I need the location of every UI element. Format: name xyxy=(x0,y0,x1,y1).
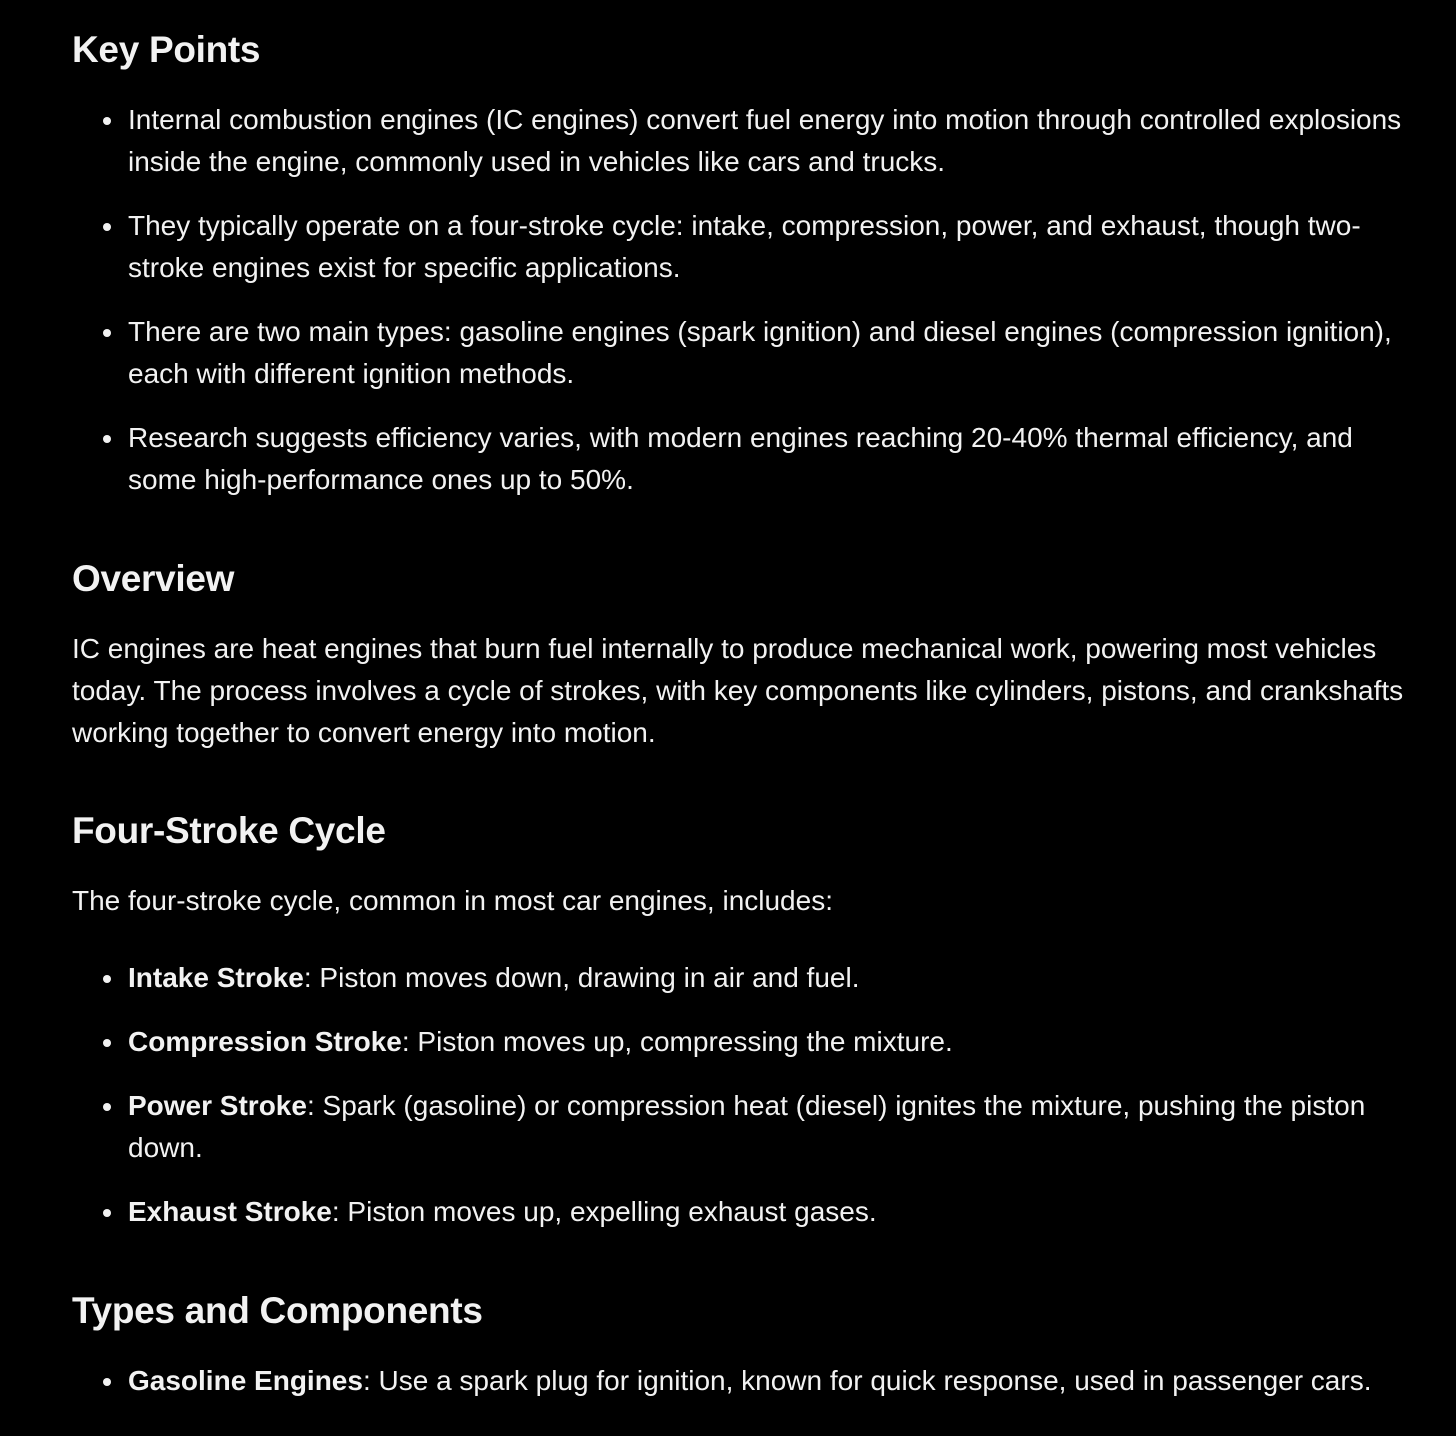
list-item xyxy=(72,1021,1412,1063)
section-heading-four-stroke-cycle: Four-Stroke Cycle xyxy=(72,810,386,851)
list-item-term: Intake Stroke xyxy=(128,962,304,993)
list-item-desc: : Piston moves down, drawing in air and fuel. xyxy=(303,962,860,993)
list-item-desc: : Piston moves up, compressing the mixture. xyxy=(401,1026,953,1057)
bullet-icon xyxy=(103,329,111,337)
list-item-term: Gasoline Engines xyxy=(128,1365,363,1396)
section-heading-key-points: Key Points xyxy=(72,29,261,70)
list-item xyxy=(72,957,1412,999)
list-item-text: There are two main types: gasoline engines (spark ignition) and diesel engines (compression ignition), each with different ignition methods. xyxy=(128,316,1392,389)
list-item-term: Compression Stroke xyxy=(128,1026,402,1057)
list-item-desc: : Piston moves up, expelling exhaust gases. xyxy=(331,1196,877,1227)
list-item-desc: : Spark (gasoline) or compression heat (diesel) ignites the mixture, pushing the piston down. xyxy=(128,1090,1366,1163)
overview-paragraph: IC engines are heat engines that burn fuel internally to produce mechanical work, powering most vehicles today. The process involves a cycle of strokes, with key components like cylinders, pistons, and crankshafts working together to convert energy into motion. xyxy=(72,633,1404,748)
list-item-text: They typically operate on a four-stroke cycle: intake, compression, power, and exhaust, though two-stroke engines exist for specific applications. xyxy=(128,210,1361,283)
key-points-list xyxy=(72,99,1412,501)
list-item-desc: : Use a spark plug for ignition, known for quick response, used in passenger cars. xyxy=(362,1365,1372,1396)
section-heading-types-and-components: Types and Components xyxy=(72,1290,483,1331)
four-stroke-intro: The four-stroke cycle, common in most car engines, includes: xyxy=(72,885,833,916)
types-list xyxy=(72,1360,1372,1402)
list-item xyxy=(72,1360,1372,1402)
list-item xyxy=(72,311,1412,395)
four-stroke-list xyxy=(72,957,1412,1233)
section-heading-overview: Overview xyxy=(72,558,235,599)
list-item xyxy=(72,99,1412,183)
bullet-icon xyxy=(103,1209,111,1217)
list-item-term: Exhaust Stroke xyxy=(128,1196,332,1227)
bullet-icon xyxy=(103,1103,111,1111)
list-item xyxy=(72,1085,1412,1169)
bullet-icon xyxy=(103,223,111,231)
bullet-icon xyxy=(103,117,111,125)
bullet-icon xyxy=(103,1378,111,1386)
bullet-icon xyxy=(103,1039,111,1047)
list-item xyxy=(72,205,1412,289)
list-item-text: Internal combustion engines (IC engines) convert fuel energy into motion through controlled explosions inside the engine, commonly used in vehicles like cars and trucks. xyxy=(128,104,1402,177)
list-item-text: Research suggests efficiency varies, with modern engines reaching 20-40% thermal efficiency, and some high-performance ones up to 50%. xyxy=(128,422,1353,495)
bullet-icon xyxy=(103,975,111,983)
list-item xyxy=(72,1191,1412,1233)
bullet-icon xyxy=(103,435,111,443)
list-item-term: Power Stroke xyxy=(128,1090,307,1121)
list-item xyxy=(72,417,1412,501)
